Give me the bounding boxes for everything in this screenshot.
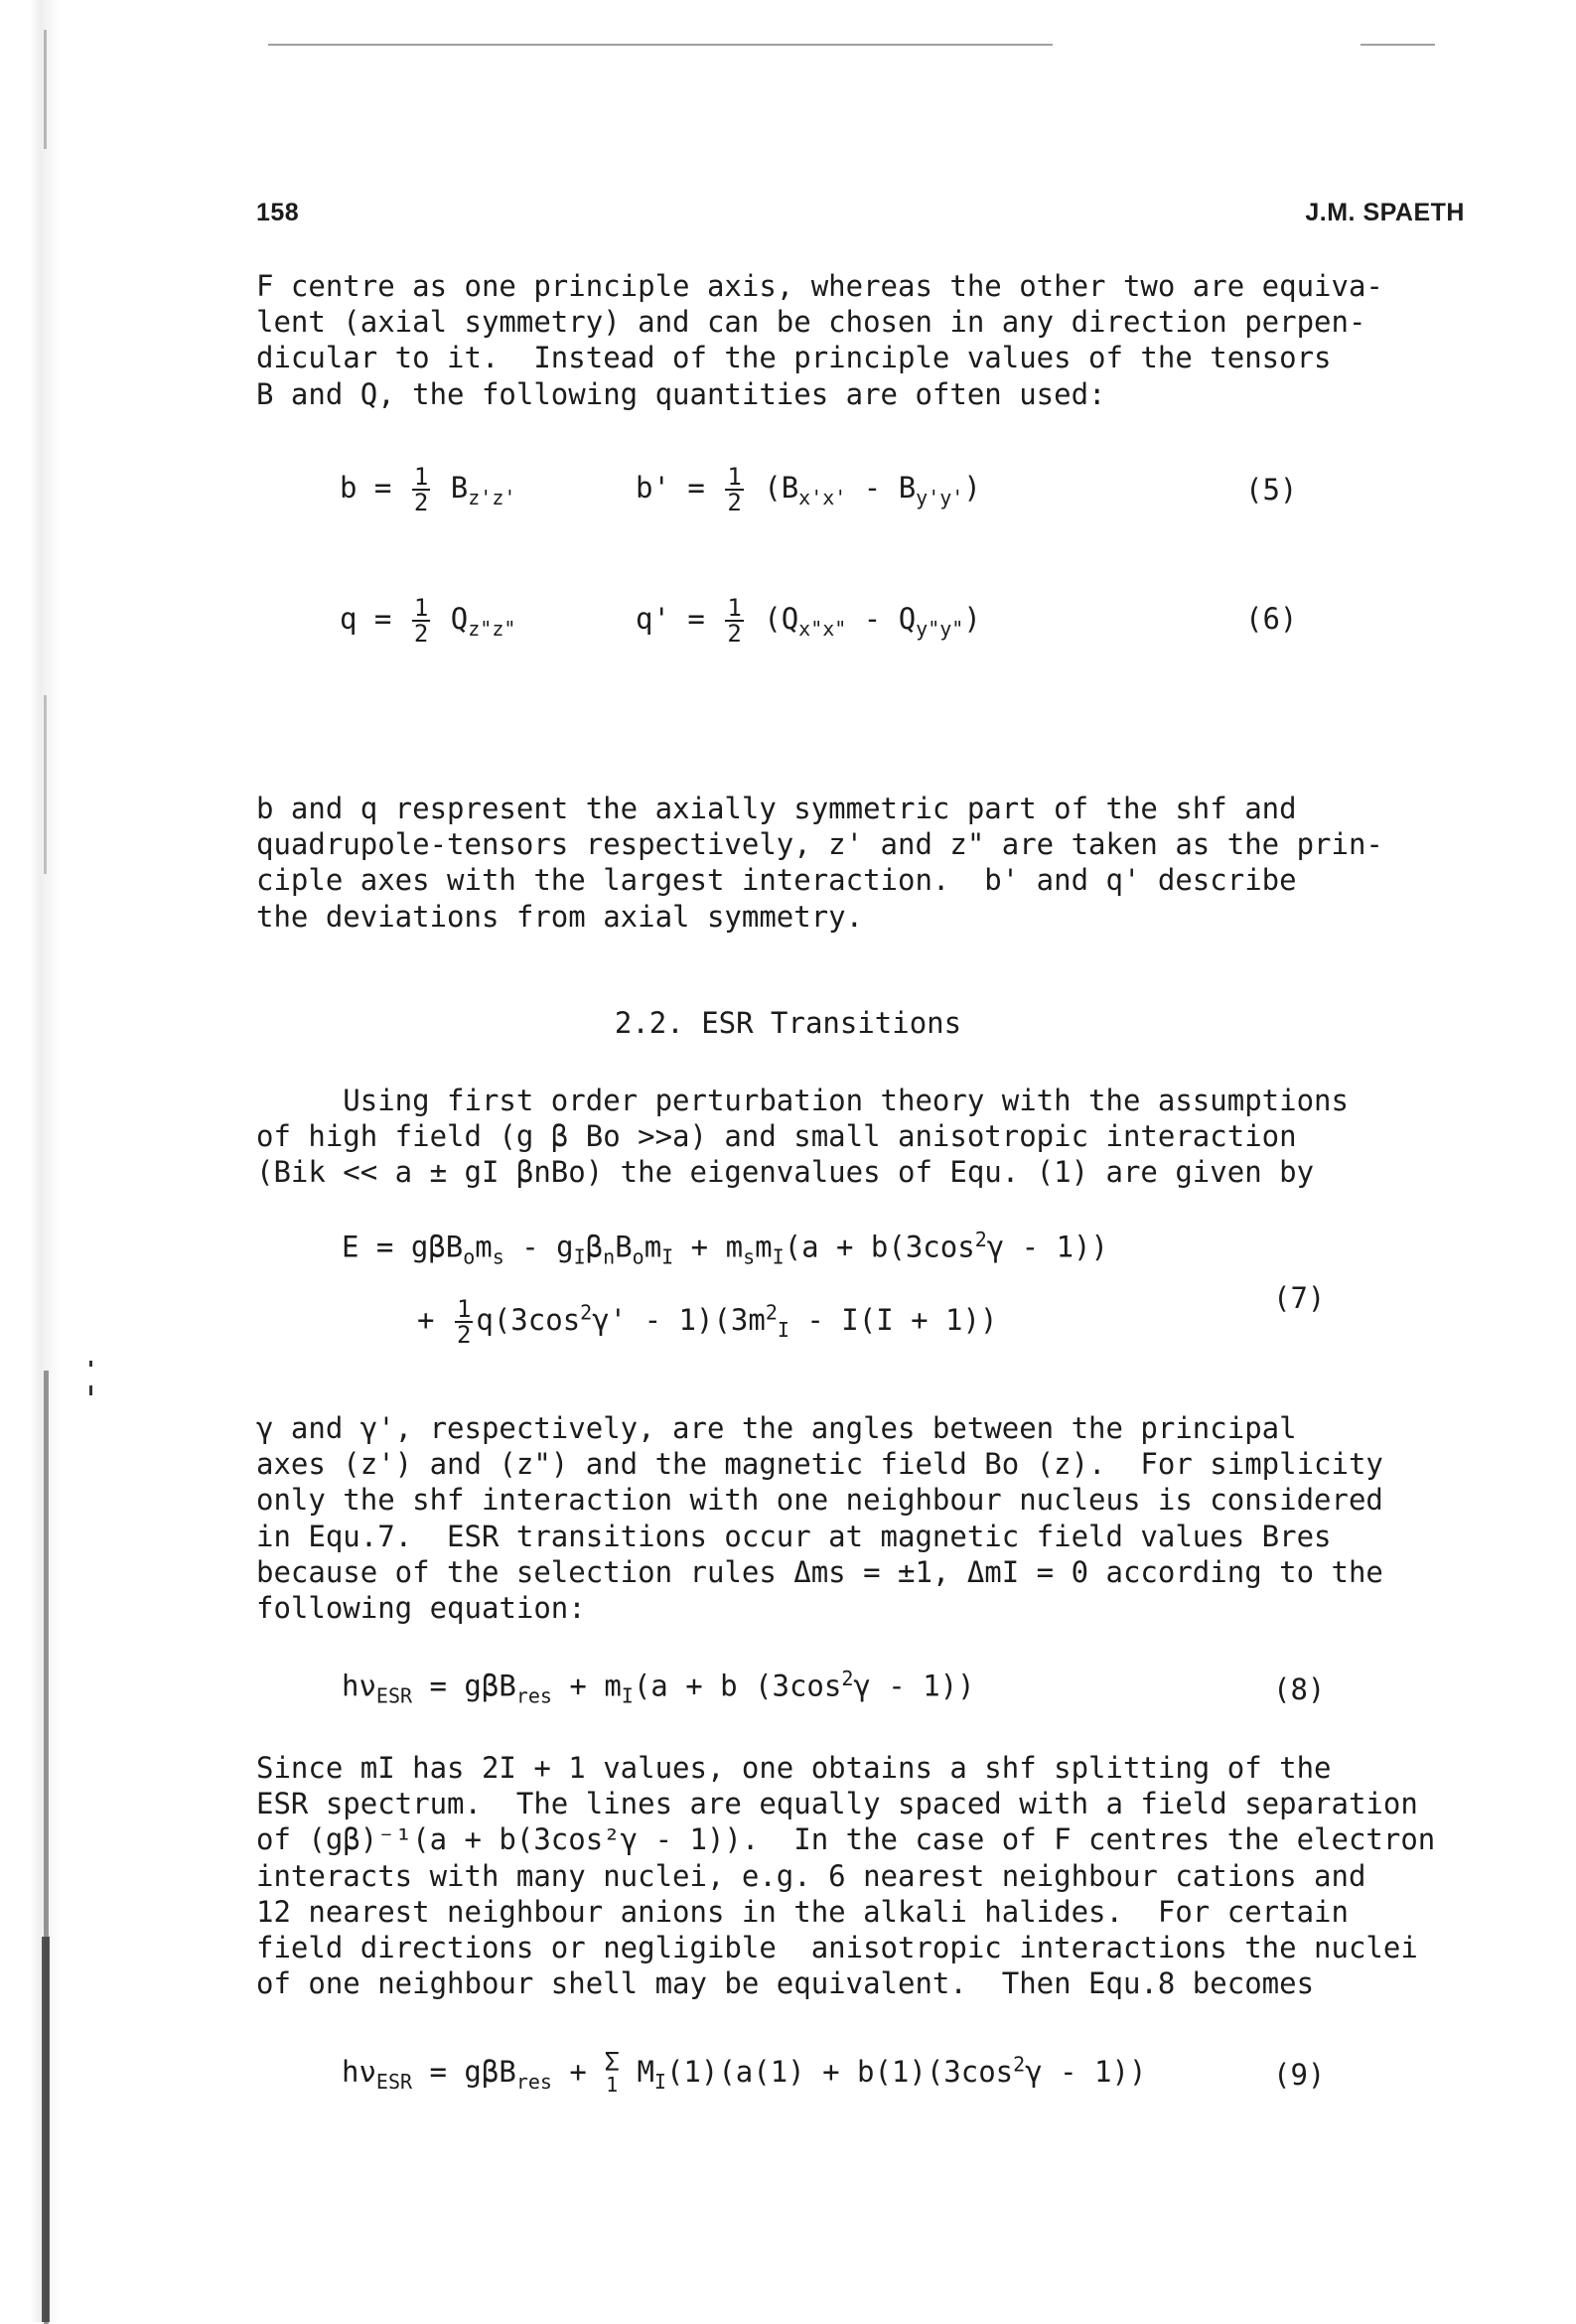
summation-symbol [604, 2048, 620, 2097]
eq-subscript: s [492, 1244, 504, 1269]
paragraph-3 [256, 1083, 1537, 1191]
sum-index: 1 [606, 2073, 619, 2097]
text-line: lent (axial symmetry) and can be chosen in any direction perpen- [256, 305, 1366, 340]
text-line: the deviations from axial symmetry. [256, 899, 864, 934]
equation-5b [636, 465, 981, 514]
scan-artifact-line [1361, 44, 1435, 46]
eq-subscript: y'y' [916, 485, 964, 509]
equation-7-line-1 [342, 1228, 1108, 1268]
fraction-numerator: 1 [413, 594, 429, 622]
text-line: following equation: [256, 1591, 586, 1626]
text-line: quadrupole-tensors respectively, z' and z" are taken as the prin- [256, 827, 1383, 862]
eq-superscript: 2 [1013, 2052, 1026, 2077]
text-line: F centre as one principle axis, whereas the other two are equiva- [256, 269, 1383, 303]
eq-superscript: 2 [841, 1667, 854, 1690]
fraction-denominator: 2 [456, 1321, 472, 1349]
eq-subscript: I [777, 1317, 789, 1342]
eq-term: γ - 1)) [1025, 2055, 1147, 2089]
eq-term: - Q [846, 602, 917, 636]
binding-shadow [0, 0, 79, 2322]
equation-number-8: (8) [1273, 1672, 1326, 1706]
equation-6a [340, 596, 515, 646]
paragraph-1 [256, 268, 1537, 412]
eq-term: (1)(a(1) + b(1)(3cos [665, 2055, 1014, 2089]
eq-subscript: I [661, 1244, 674, 1269]
text-line: in Equ.7. ESR transitions occur at magnetic field values Bres [256, 1519, 1332, 1553]
eq-superscript: 2 [974, 1228, 987, 1251]
eq-term: M [619, 2055, 654, 2089]
sum-sign: Σ [604, 2048, 620, 2078]
equation-5a [340, 465, 515, 514]
eq-term: = gβB [412, 1669, 516, 1703]
paragraph-2 [256, 791, 1537, 935]
fraction-half [725, 465, 743, 514]
eq-subscript: y"y" [916, 616, 964, 641]
eq-subscript: I [653, 2069, 666, 2094]
eq-term: + m [673, 1230, 744, 1264]
eq-term: - I(I + 1)) [788, 1303, 998, 1337]
section-title: 2.2. ESR Transitions [614, 1006, 962, 1040]
fraction-numerator: 1 [456, 1295, 472, 1323]
binding-line [44, 30, 47, 149]
fraction-denominator: 2 [727, 620, 742, 648]
eq-subscript: ESR [375, 2069, 413, 2094]
eq-term: m [475, 1230, 493, 1264]
fraction-denominator: 2 [727, 489, 742, 516]
eq-term: hν [342, 1669, 376, 1703]
eq-term: - g [503, 1230, 574, 1264]
eq-term: - B [846, 471, 917, 505]
text-line: field directions or negligible anisotropic interactions the nuclei [256, 1931, 1418, 1965]
eq-term: E = gβB [342, 1230, 464, 1264]
fraction-numerator: 1 [413, 463, 429, 491]
fraction-numerator: 1 [727, 463, 742, 491]
eq-subscript: res [515, 1683, 552, 1708]
equation-number-5: (5) [1245, 473, 1298, 507]
eq-term: (a + b (3cos [633, 1669, 842, 1703]
text-line: interacts with many nuclei, e.g. 6 nearest neighbour cations and [256, 1858, 1366, 1893]
eq-term: ) [963, 602, 981, 636]
text-line: of (gβ)⁻¹(a + b(3cos²γ - 1)). In the case of F centres the electron [256, 1822, 1436, 1857]
eq-subscript: s [743, 1244, 756, 1269]
text-line: ciple axes with the largest interaction. b' and q' describe [256, 863, 1297, 898]
equation-number-9: (9) [1273, 2058, 1326, 2092]
scan-artifact-line [268, 44, 1053, 46]
fraction-half [412, 596, 430, 646]
text-line: dicular to it. Instead of the principle values of the tensors [256, 341, 1332, 375]
eq-term: q(3cos [476, 1303, 581, 1337]
text-line: 12 nearest neighbour anions in the alkali halides. For certain [256, 1894, 1349, 1929]
eq-superscript: 2 [580, 1300, 593, 1325]
eq-term: hν [342, 2055, 376, 2089]
text-line: ESR spectrum. The lines are equally spaced with a field separation [256, 1787, 1418, 1821]
eq-term: γ - 1)) [986, 1230, 1108, 1264]
fraction-half [412, 465, 430, 514]
eq-subscript: res [515, 2069, 552, 2094]
ink-smudge [89, 1385, 92, 1395]
eq-subscript: I [772, 1244, 785, 1269]
text-line: only the shf interaction with one neighbour nucleus is considered [256, 1483, 1383, 1518]
eq-term: = gβB [412, 2055, 516, 2089]
eq-term: B [450, 471, 469, 505]
equation-8 [342, 1667, 975, 1707]
text-line: of high field (g β Bo >>a) and small anisotropic interaction [256, 1119, 1297, 1154]
eq-term: + [417, 1303, 435, 1337]
eq-subscript: o [632, 1244, 645, 1269]
paragraph-4 [256, 1410, 1537, 1626]
fraction-half [455, 1297, 473, 1347]
eq-subscript: x'x' [798, 485, 847, 509]
eq-term: (B [764, 471, 799, 505]
eq-term: β [585, 1230, 604, 1264]
eq-superscript: 2 [765, 1300, 778, 1325]
eq-subscript: z"z" [468, 616, 516, 641]
eq-term: B [615, 1230, 633, 1264]
equation-7-line-2 [417, 1297, 997, 1347]
eq-subscript: x"x" [798, 616, 847, 641]
eq-lhs: b = [340, 471, 392, 505]
eq-term: (a + b(3cos [784, 1230, 975, 1264]
fraction-denominator: 2 [413, 620, 429, 648]
eq-term: γ - 1)) [853, 1669, 975, 1703]
eq-term: + m [551, 1669, 622, 1703]
text-line: Since mI has 2I + 1 values, one obtains a shf splitting of the [256, 1751, 1332, 1785]
text-line: of one neighbour shell may be equivalent. Then Equ.8 becomes [256, 1966, 1315, 2001]
running-head-author: J.M. SPAETH [1305, 199, 1465, 226]
fraction-numerator: 1 [727, 594, 742, 622]
text-line: (Bik << a ± gI βnBo) the eigenvalues of Equ. (1) are given by [256, 1155, 1315, 1190]
eq-lhs: b' = [636, 471, 705, 505]
eq-subscript: n [603, 1244, 616, 1269]
text-line: b and q respresent the axially symmetric part of the shf and [256, 792, 1297, 825]
equation-number-6: (6) [1245, 602, 1298, 636]
eq-subscript: I [621, 1683, 634, 1708]
eq-subscript: I [573, 1244, 586, 1269]
eq-term: + [551, 2055, 605, 2089]
fraction-half [725, 596, 743, 646]
text-line: γ and γ', respectively, are the angles between the principal [256, 1411, 1297, 1445]
eq-term: γ' - 1)(3m [592, 1303, 766, 1337]
equation-number-7: (7) [1273, 1281, 1326, 1315]
paragraph-5 [256, 1750, 1537, 2001]
eq-term: Q [450, 602, 469, 636]
eq-subscript: z'z' [468, 485, 516, 509]
eq-lhs: q' = [636, 602, 705, 636]
eq-lhs: q = [340, 602, 392, 636]
binding-line [44, 695, 47, 874]
fraction-denominator: 2 [413, 489, 429, 516]
eq-term: m [755, 1230, 773, 1264]
eq-term: m [644, 1230, 662, 1264]
text-line: Using first order perturbation theory with the assumptions [256, 1084, 1349, 1117]
text-line: because of the selection rules Δms = ±1, ΔmI = 0 according to the [256, 1554, 1383, 1589]
equation-6b [636, 596, 981, 646]
eq-subscript: o [463, 1244, 476, 1269]
ink-smudge [89, 1361, 92, 1367]
eq-term: ) [963, 471, 981, 505]
equation-9 [342, 2048, 1147, 2097]
eq-term: (Q [764, 602, 799, 636]
binding-line [42, 1937, 50, 2322]
eq-subscript: ESR [375, 1683, 413, 1708]
text-line: axes (z') and (z") and the magnetic field Bo (z). For simplicity [256, 1447, 1383, 1482]
text-line: B and Q, the following quantities are often used: [256, 376, 1106, 411]
page-number: 158 [256, 199, 300, 226]
